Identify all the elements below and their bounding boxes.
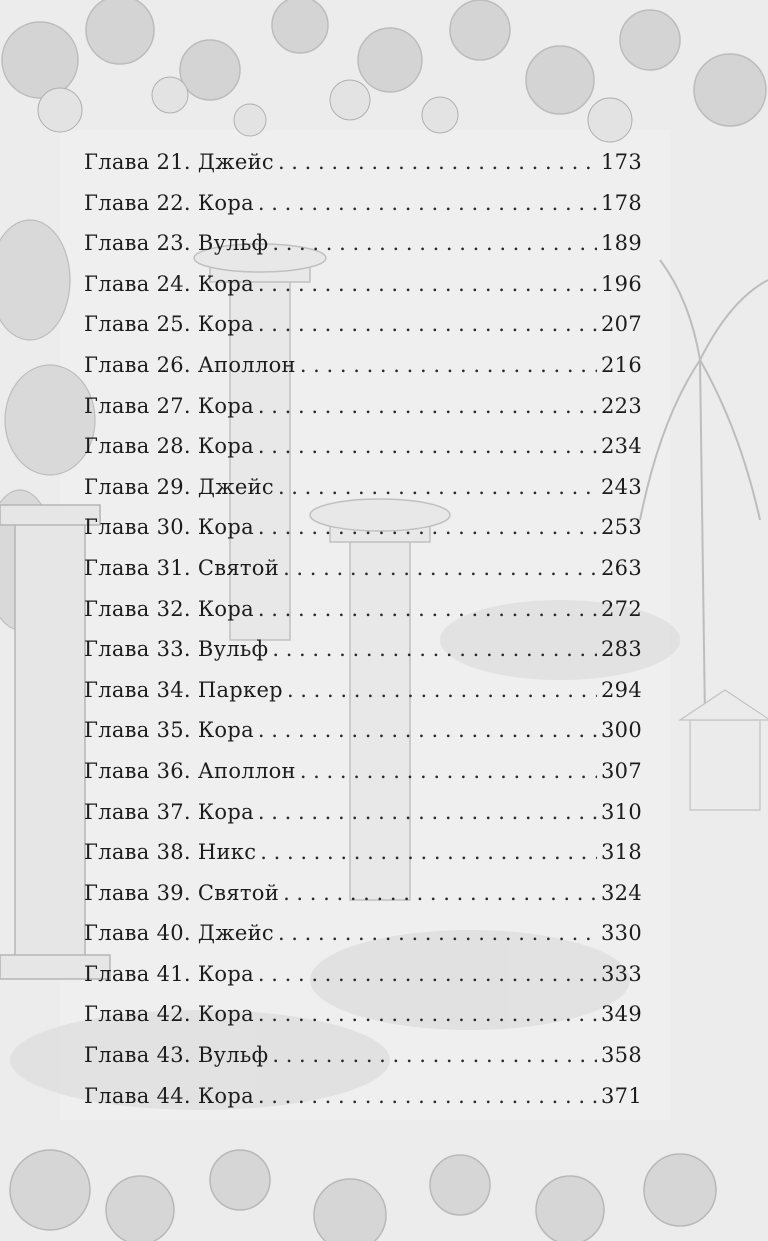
toc-entry-page: 253 [601, 515, 642, 540]
toc-entry[interactable] [84, 954, 642, 995]
toc-entry-page: 349 [601, 1002, 642, 1027]
toc-entry-page: 263 [601, 555, 642, 580]
toc-entry-title: Глава 36. Аполлон [84, 758, 296, 783]
dot-leader [300, 751, 597, 792]
toc-entry[interactable] [84, 1076, 642, 1117]
table-of-contents [84, 142, 642, 1116]
dot-leader [258, 426, 597, 467]
toc-entry[interactable] [84, 1035, 642, 1076]
toc-entry[interactable] [84, 832, 642, 873]
toc-entry-title: Глава 24. Кора [84, 271, 254, 296]
toc-entry-page: 358 [601, 1043, 642, 1068]
toc-entry-title: Глава 27. Кора [84, 393, 254, 418]
toc-entry[interactable] [84, 264, 642, 305]
toc-entry-title: Глава 38. Никс [84, 840, 257, 865]
dot-leader [258, 264, 597, 305]
toc-entry[interactable] [84, 710, 642, 751]
toc-entry[interactable] [84, 548, 642, 589]
toc-entry-title: Глава 21. Джейс [84, 150, 274, 174]
dot-leader [287, 670, 597, 711]
toc-entry-title: Глава 39. Святой [84, 880, 280, 905]
toc-entry-title: Глава 33. Вульф [84, 637, 269, 662]
toc-entry-title: Глава 34. Паркер [84, 677, 283, 702]
dot-leader [272, 223, 597, 264]
dot-leader [258, 710, 597, 751]
dot-leader [300, 345, 597, 386]
toc-entry-title: Глава 22. Кора [84, 190, 254, 215]
toc-entry-title: Глава 40. Джейс [84, 921, 274, 946]
toc-entry-title: Глава 44. Кора [84, 1083, 254, 1108]
toc-entry-page: 196 [601, 271, 642, 296]
dot-leader [258, 994, 597, 1035]
dot-leader [283, 548, 597, 589]
toc-entry[interactable] [84, 913, 642, 954]
toc-entry[interactable] [84, 589, 642, 630]
toc-entry-page: 307 [601, 758, 642, 783]
toc-entry[interactable] [84, 751, 642, 792]
toc-entry-page: 333 [601, 961, 642, 986]
toc-entry[interactable] [84, 304, 642, 345]
toc-entry[interactable] [84, 629, 642, 670]
toc-entry-title: Глава 42. Кора [84, 1002, 254, 1027]
toc-entry-page: 371 [601, 1083, 642, 1108]
toc-entry-title: Глава 25. Кора [84, 312, 254, 337]
toc-entry-title: Глава 37. Кора [84, 799, 254, 824]
dot-leader [272, 629, 597, 670]
toc-entry[interactable] [84, 345, 642, 386]
toc-entry-page: 310 [601, 799, 642, 824]
toc-entry[interactable] [84, 426, 642, 467]
dot-leader [278, 467, 597, 508]
toc-entry-page: 272 [601, 596, 642, 621]
toc-entry-title: Глава 26. Аполлон [84, 352, 296, 377]
toc-entry[interactable] [84, 792, 642, 833]
toc-entry[interactable] [84, 670, 642, 711]
toc-entry-title: Глава 23. Вульф [84, 231, 269, 256]
dot-leader [258, 792, 597, 833]
toc-entry-page: 207 [601, 312, 642, 337]
dot-leader [258, 183, 597, 224]
dot-leader [258, 954, 597, 995]
toc-entry-page: 283 [601, 637, 642, 662]
toc-entry-title: Глава 41. Кора [84, 961, 254, 986]
dot-leader [272, 1035, 597, 1076]
toc-entry-page: 294 [601, 677, 642, 702]
toc-entry-page: 318 [601, 840, 642, 865]
toc-entry-title: Глава 32. Кора [84, 596, 254, 621]
toc-entry-page: 216 [601, 352, 642, 377]
toc-entry-page: 300 [601, 718, 642, 743]
toc-entry-title: Глава 28. Кора [84, 434, 254, 459]
dot-leader [258, 507, 597, 548]
dot-leader [278, 142, 597, 183]
toc-entry[interactable] [84, 223, 642, 264]
toc-entry-title: Глава 30. Кора [84, 515, 254, 540]
dot-leader [283, 873, 597, 914]
toc-entry-page: 243 [601, 474, 642, 499]
toc-entry[interactable] [84, 142, 642, 183]
dot-leader [258, 1076, 597, 1117]
toc-entry-page: 178 [601, 190, 642, 215]
dot-leader [278, 913, 597, 954]
dot-leader [260, 832, 597, 873]
toc-entry-page: 234 [601, 434, 642, 459]
toc-entry[interactable] [84, 386, 642, 427]
toc-entry[interactable] [84, 873, 642, 914]
toc-entry-page: 223 [601, 393, 642, 418]
toc-entry-title: Глава 29. Джейс [84, 474, 274, 499]
dot-leader [258, 386, 597, 427]
toc-entry-page: 324 [601, 880, 642, 905]
toc-entry-page: 173 [601, 150, 642, 174]
toc-entry-title: Глава 31. Святой [84, 555, 280, 580]
toc-entry[interactable] [84, 994, 642, 1035]
toc-entry[interactable] [84, 183, 642, 224]
toc-entry[interactable] [84, 467, 642, 508]
dot-leader [258, 304, 597, 345]
toc-entry-page: 189 [601, 231, 642, 256]
toc-entry[interactable] [84, 507, 642, 548]
toc-entry-title: Глава 43. Вульф [84, 1043, 269, 1068]
dot-leader [258, 589, 597, 630]
toc-entry-page: 330 [601, 921, 642, 946]
toc-entry-title: Глава 35. Кора [84, 718, 254, 743]
